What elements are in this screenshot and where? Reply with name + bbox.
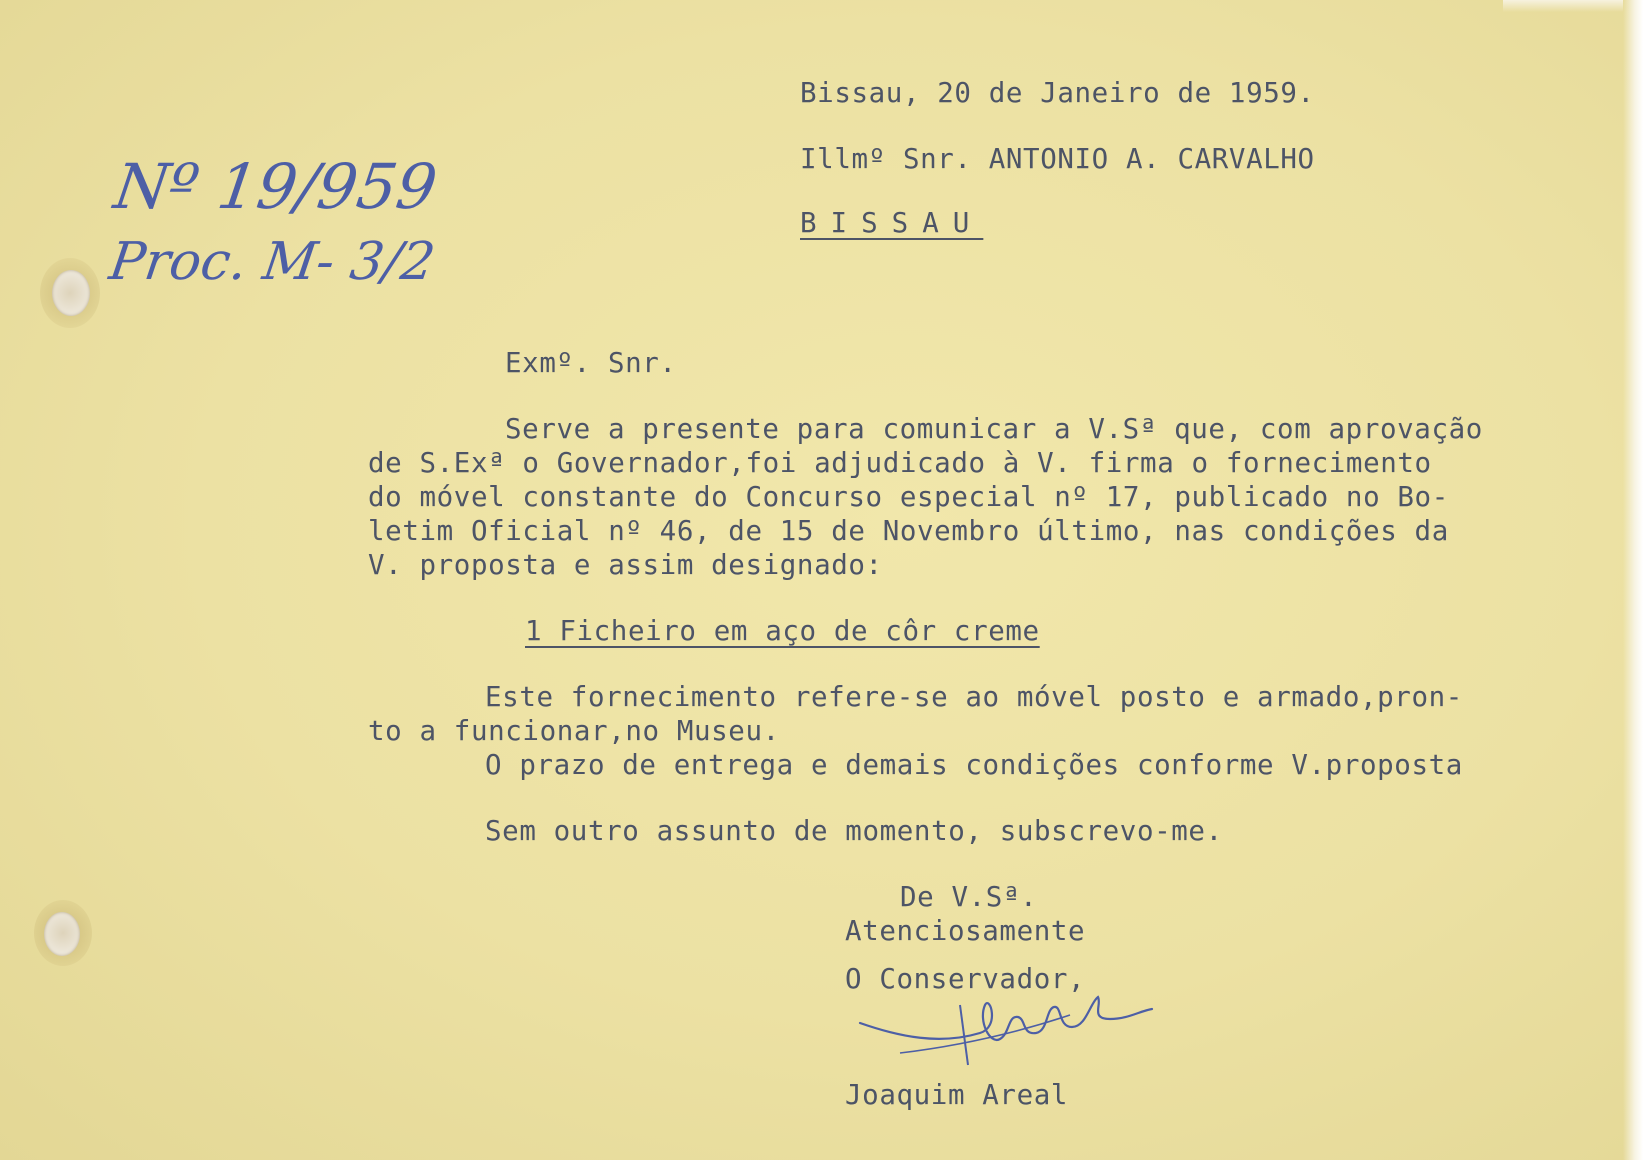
supplied-item: 1 Ficheiro em aço de côr creme	[525, 615, 1040, 647]
letter-date: Bissau, 20 de Janeiro de 1959.	[800, 77, 1315, 109]
paper-stain	[40, 258, 100, 328]
paper-stain	[34, 900, 92, 966]
handwritten-reference-number: Nº 19/959	[109, 150, 442, 223]
body-line: V. proposta e assim designado:	[368, 549, 883, 581]
paper-edge	[1623, 0, 1643, 1160]
addressee-name: Illmº Snr. ANTONIO A. CARVALHO	[800, 143, 1315, 175]
addressee-city: BISSAU	[800, 207, 984, 239]
signature-valediction: Atenciosamente	[845, 915, 1086, 947]
body-line: de S.Exª o Governador,foi adjudicado à V. firma o fornecimento	[368, 447, 1432, 479]
body-line: letim Oficial nº 46, de 15 de Novembro último, nas condições da	[368, 515, 1449, 547]
handwritten-process-code: Proc. M- 3/2	[105, 232, 439, 292]
paper-edge-top	[1503, 0, 1623, 12]
body-line: do móvel constante do Concurso especial nº 17, publicado no Bo-	[368, 481, 1449, 513]
salutation: Exmº. Snr.	[505, 347, 677, 379]
signatory-title: O Conservador,	[845, 963, 1086, 995]
signature-courtesy: De V.Sª.	[900, 881, 1038, 913]
signatory-name: Joaquim Areal	[845, 1079, 1069, 1111]
body-line: Serve a presente para comunicar a V.Sª que, com aprovação	[505, 413, 1483, 445]
closing-line: Sem outro assunto de momento, subscrevo-me.	[485, 815, 1223, 847]
conditions-line: to a funcionar,no Museu.	[368, 715, 780, 747]
conditions-line: O prazo de entrega e demais condições conforme V.proposta	[485, 749, 1463, 781]
conditions-line: Este fornecimento refere-se ao móvel posto e armado,pron-	[485, 681, 1463, 713]
handwritten-signature	[840, 975, 1160, 1085]
